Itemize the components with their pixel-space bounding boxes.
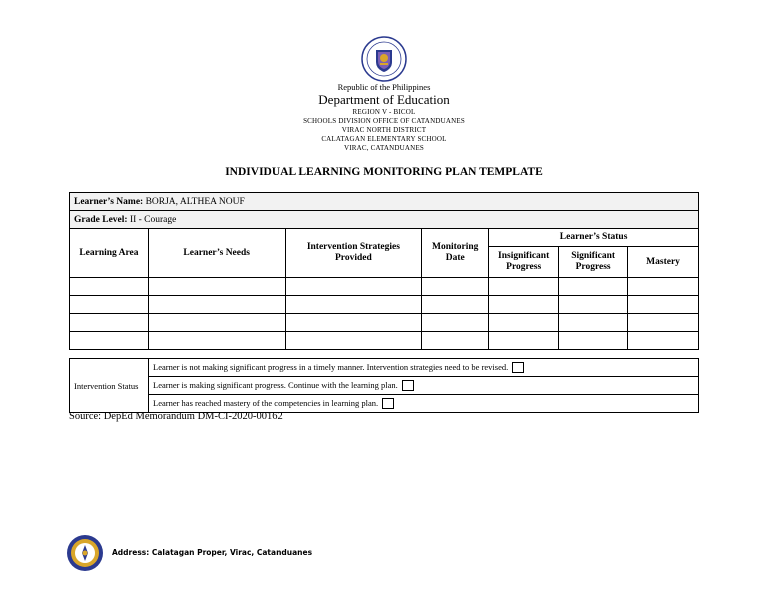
monitoring-plan-table [69,192,699,350]
table-cell[interactable] [148,332,285,350]
district-line: VIRAC NORTH DISTRICT [341,126,427,134]
table-cell[interactable] [559,278,628,296]
intervention-option [149,359,699,377]
learner-name-label: Learner’s Name: [74,196,144,207]
col-intervention-strategies: Intervention Strategies Provided [285,229,422,278]
table-cell[interactable] [628,296,699,314]
table-cell[interactable] [489,278,559,296]
table-cell[interactable] [148,296,285,314]
table-cell[interactable] [422,332,489,350]
col-significant-progress: Significant Progress [559,247,628,278]
table-cell[interactable] [422,296,489,314]
intervention-option-text: Learner is not making significant progress in a timely manner. Intervention strategies need to be revised. [153,361,509,372]
table-row [70,278,699,296]
table-cell[interactable] [559,314,628,332]
table-cell[interactable] [422,314,489,332]
table-cell[interactable] [559,332,628,350]
table-cell[interactable] [628,314,699,332]
table-cell[interactable] [489,314,559,332]
intervention-option-text: Learner has reached mastery of the competencies in learning plan. [153,397,379,408]
col-insignificant-progress: Insignificant Progress [489,247,559,278]
region-line: REGION V - BICOL [352,108,416,116]
location-line: VIRAC, CATANDUANES [343,144,425,152]
source-note: Source: DepEd Memorandum DM-CI-2020-00162 [69,411,283,422]
intervention-option [149,377,699,395]
table-row [70,332,699,350]
table-cell[interactable] [70,314,149,332]
learner-name-value: BORJA, ALTHEA NOUF [145,196,245,207]
table-cell[interactable] [489,296,559,314]
table-cell[interactable] [559,296,628,314]
col-learners-needs: Learner’s Needs [148,229,285,278]
table-cell[interactable] [285,332,422,350]
col-mastery: Mastery [628,247,699,278]
intervention-row [70,377,699,395]
table-cell[interactable] [70,278,149,296]
page-title: INDIVIDUAL LEARNING MONITORING PLAN TEMPLATE [225,166,543,178]
checkbox-icon[interactable] [512,362,524,373]
grade-level-value: II - Courage [129,214,177,225]
grade-level-row [70,211,699,229]
school-line: CALATAGAN ELEMENTARY SCHOOL [321,135,447,143]
checkbox-icon[interactable] [382,398,394,409]
table-cell[interactable] [285,278,422,296]
intervention-row [70,395,699,413]
division-line: SCHOOLS DIVISION OFFICE OF CATANDUANES [303,117,465,125]
department-name: Department of Education [318,92,450,107]
intervention-status-table [69,358,699,413]
table-row [70,296,699,314]
table-cell[interactable] [628,332,699,350]
col-learning-area: Learning Area [70,229,149,278]
grade-level-cell [70,211,699,229]
republic-line: Republic of the Philippines [337,82,431,92]
col-learners-status: Learner’s Status [489,229,699,247]
table-cell[interactable] [628,278,699,296]
learner-name-row [70,193,699,211]
intervention-option [149,395,699,413]
table-cell[interactable] [489,332,559,350]
table-cell[interactable] [285,296,422,314]
table-row [70,314,699,332]
grade-level-label: Grade Level: [74,214,128,225]
table-cell[interactable] [148,278,285,296]
footer-address: Address: Calatagan Proper, Virac, Catanduanes [112,548,313,557]
intervention-row [70,359,699,377]
header-row-1 [70,229,699,247]
table-cell[interactable] [148,314,285,332]
deped-seal-icon [361,36,407,82]
table-cell[interactable] [422,278,489,296]
checkbox-icon[interactable] [402,380,414,391]
table-cell[interactable] [70,332,149,350]
table-cell[interactable] [70,296,149,314]
intervention-status-label: Intervention Status [70,359,149,413]
intervention-option-text: Learner is making significant progress. Continue with the learning plan. [153,379,398,390]
school-logo-icon [66,534,104,572]
table-cell[interactable] [285,314,422,332]
col-monitoring-date: Monitoring Date [422,229,489,278]
learner-name-cell [70,193,699,211]
